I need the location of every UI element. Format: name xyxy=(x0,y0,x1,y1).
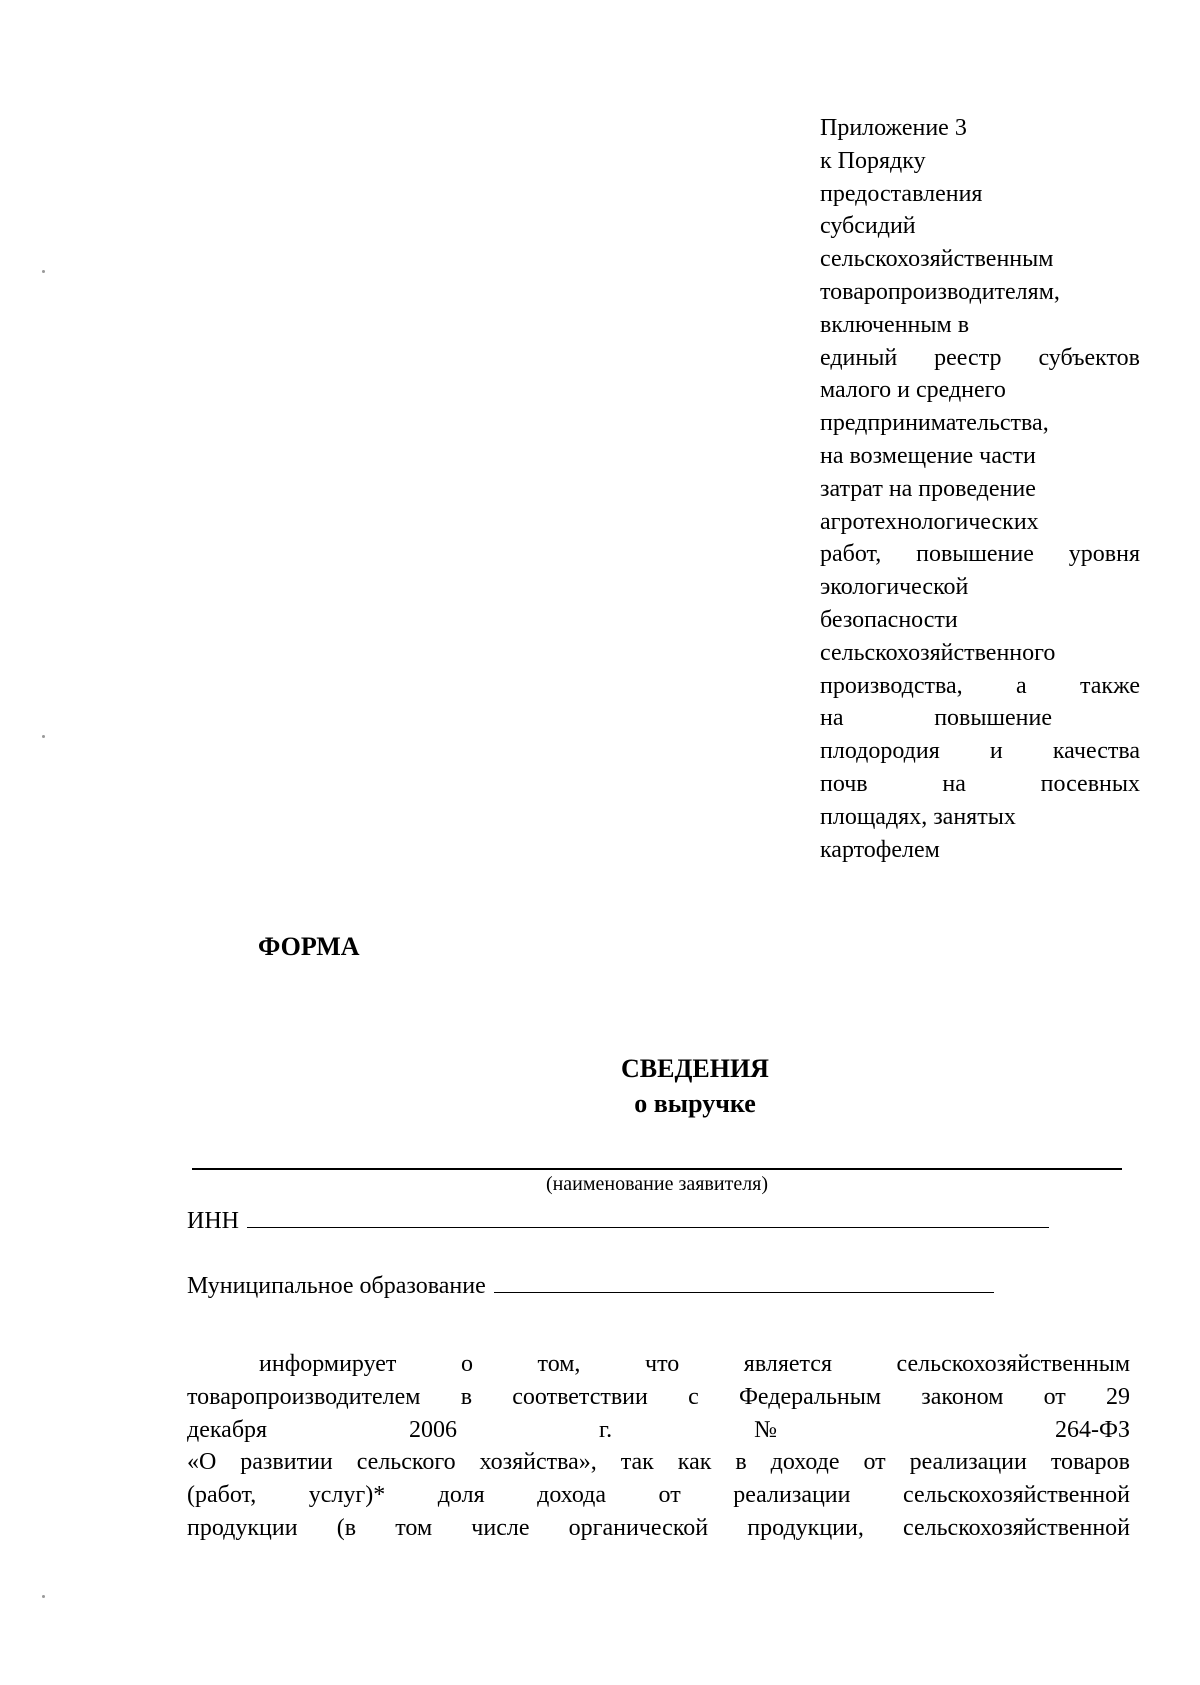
annex-line: площадях, занятых xyxy=(820,803,1016,830)
annex-line: товаропроизводителям, xyxy=(820,278,1060,305)
body-paragraph xyxy=(187,1348,1130,1545)
inn-row xyxy=(187,1203,1049,1235)
inn-label: ИНН xyxy=(187,1208,239,1234)
annex-line: сельскохозяйственного xyxy=(820,639,1056,666)
annex-line: предпринимательства, xyxy=(820,410,1049,437)
annex-line: почв на посевных xyxy=(820,770,1140,797)
annex-line: Приложение 3 xyxy=(820,115,967,141)
applicant-caption: (наименование заявителя) xyxy=(545,1173,769,1195)
scan-speck xyxy=(42,735,45,738)
annex-line: безопасности xyxy=(820,606,958,633)
body-line: декабря 2006 г. № 264-ФЗ xyxy=(187,1416,1130,1443)
applicant-name-line[interactable] xyxy=(192,1168,1122,1170)
document-subtitle: о выручке xyxy=(634,1089,756,1118)
form-label: ФОРМА xyxy=(258,932,360,961)
annex-line: малого и среднего xyxy=(820,377,1006,404)
body-line: (работ, услуг)* доля дохода от реализации сельскохозяйственной xyxy=(187,1482,1130,1509)
scan-speck xyxy=(42,1595,45,1598)
municipality-label: Муниципальное образование xyxy=(187,1273,486,1299)
document-title: СВЕДЕНИЯ xyxy=(621,1054,769,1083)
annex-block xyxy=(820,112,1140,866)
annex-line: предоставления xyxy=(820,180,983,207)
annex-line: агротехнологических xyxy=(820,508,1039,535)
municipality-field[interactable] xyxy=(494,1268,994,1293)
body-line: товаропроизводителем в соответствии с Федеральным законом от 29 xyxy=(187,1383,1130,1410)
body-line: «О развитии сельского хозяйства», так как в доходе от реализации товаров xyxy=(187,1449,1130,1476)
annex-line: экологической xyxy=(820,574,969,601)
annex-line: на повышение xyxy=(820,705,1052,732)
annex-line: к Порядку xyxy=(820,147,926,174)
annex-line: единый реестр субъектов xyxy=(820,344,1140,371)
annex-line: производства, а также xyxy=(820,672,1140,699)
annex-line: затрат на проведение xyxy=(820,475,1036,502)
municipality-row xyxy=(187,1268,994,1300)
annex-line: на возмещение части xyxy=(820,442,1036,469)
scan-speck xyxy=(42,270,45,273)
annex-line: плодородия и качества xyxy=(820,738,1140,765)
annex-line: включенным в xyxy=(820,311,970,338)
body-line: информирует о том, что является сельскохозяйственным xyxy=(259,1351,1130,1377)
inn-field[interactable] xyxy=(247,1203,1049,1228)
annex-line: субсидий xyxy=(820,213,916,240)
body-line: продукции (в том числе органической продукции, сельскохозяйственной xyxy=(187,1514,1130,1541)
annex-line: сельскохозяйственным xyxy=(820,246,1054,273)
annex-line: картофелем xyxy=(820,836,940,863)
annex-line: работ, повышение уровня xyxy=(820,541,1140,568)
